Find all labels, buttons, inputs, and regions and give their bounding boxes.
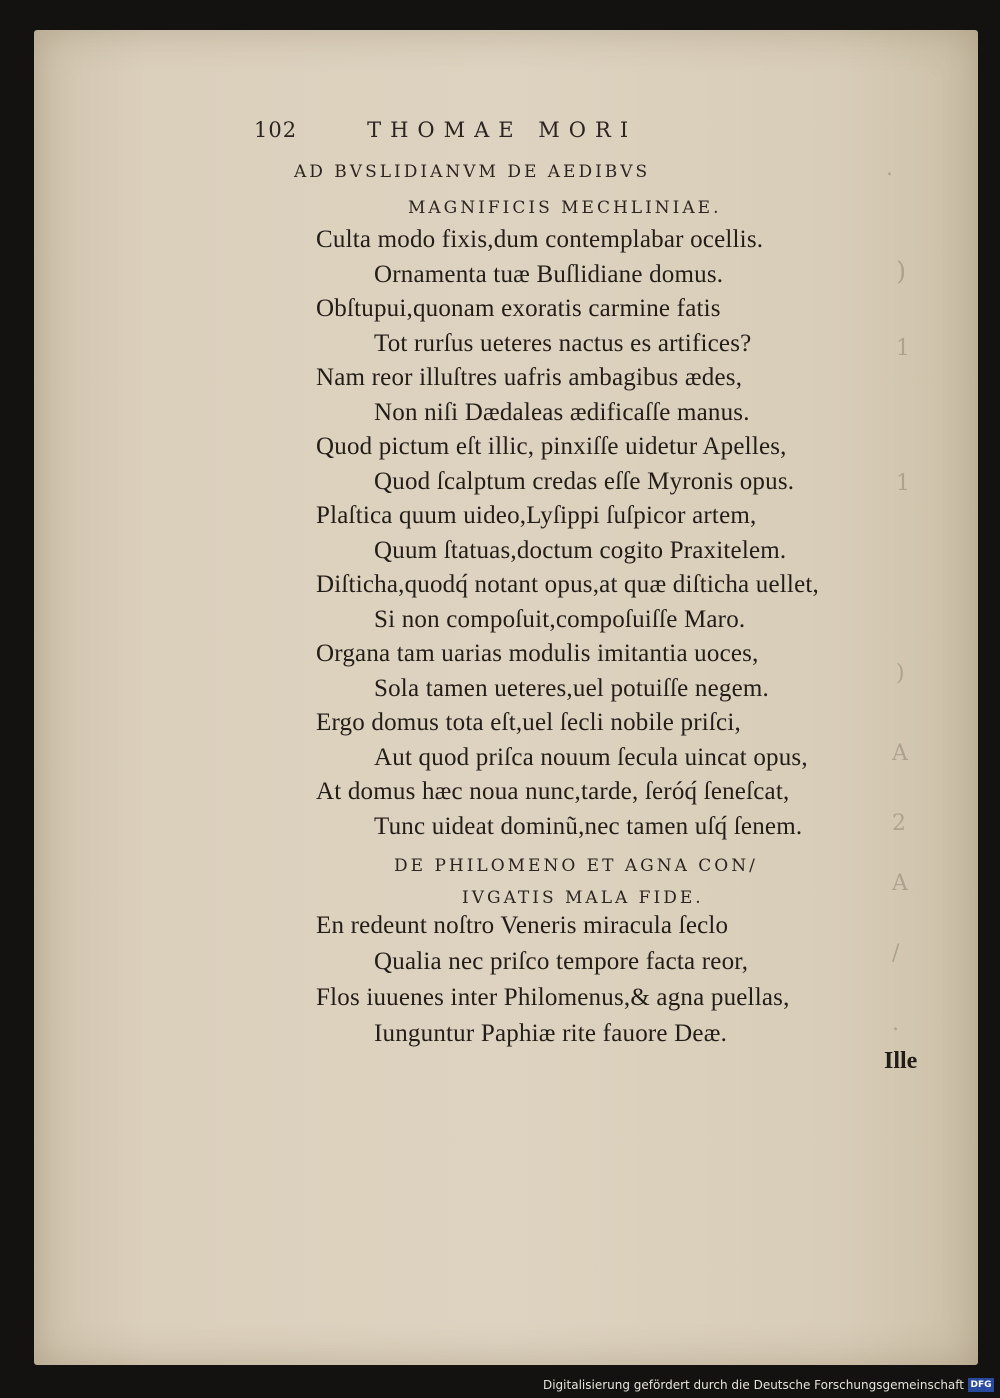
poem2-title-line2: IVGATIS MALA FIDE.	[462, 888, 704, 908]
poem1-line: Aut quod priſca nouum ſecula uincat opus,	[374, 743, 808, 771]
page-number: 102	[254, 118, 298, 142]
poem2-title-line1: DE PHILOMENO ET AGNA CON/	[394, 856, 758, 876]
svg-text:1: 1	[896, 471, 910, 496]
svg-text:): )	[896, 257, 907, 287]
poem1-line: Ornamenta tuæ Buſlidiane domus.	[374, 260, 724, 288]
poem1-line: Quod pictum eſt illic, pinxiſſe uidetur Apelles,	[316, 433, 787, 460]
poem1-line: At domus hæc noua nunc,tarde, ſeróq́ ſeneſcat,	[316, 778, 790, 805]
poem2-line: Flos iuuenes inter Philomenus,& agna puellas,	[316, 984, 790, 1011]
svg-text:1: 1	[896, 336, 910, 361]
poem2-line: Qualia nec priſco tempore facta reor,	[374, 948, 749, 975]
poem1-line: Tot rurſus ueteres nactus es artifices?	[374, 329, 752, 357]
poem1-line: Diſticha,quodq́ notant opus,at quæ diſticha uellet,	[316, 571, 819, 598]
poem1-line: Quod ſcalptum credas eſſe Myronis opus.	[374, 467, 795, 495]
poem1-line: Quum ſtatuas,doctum cogito Praxitelem.	[374, 536, 787, 564]
svg-text:): )	[896, 661, 905, 686]
svg-text:2: 2	[892, 811, 906, 836]
poem1-line: Non niſi Dædaleas ædificaſſe manus.	[374, 398, 750, 426]
catchword: Ille	[884, 1048, 918, 1074]
poem1-line: Si non compoſuit,compoſuiſſe Maro.	[374, 605, 746, 633]
dfg-logo: DFG	[968, 1378, 994, 1392]
svg-text:A: A	[892, 871, 908, 896]
footer-credit: Digitalisierung gefördert durch die Deutsche Forschungsgemeinschaft	[542, 1378, 964, 1392]
poem1-line: Sola tamen ueteres,uel potuiſſe negem.	[374, 674, 769, 702]
poem1-line: Tunc uideat dominũ,nec tamen uſq́ ſenem.	[374, 812, 803, 840]
poem1-title-line1: AD BVSLIDIANVM DE AEDIBVS	[294, 162, 651, 182]
poem1-title-line2: MAGNIFICIS MECHLINIAE.	[408, 198, 722, 218]
poem1-line: Obſtupui,quonam exoratis carmine fatis	[316, 295, 721, 322]
poem2-line: En redeunt noſtro Veneris miracula ſeclo	[316, 912, 729, 939]
svg-text:.: .	[892, 1011, 899, 1036]
poem1-line: Organa tam uarias modulis imitantia uoces,	[316, 640, 759, 667]
poem1-line: Culta modo fixis,dum contemplabar ocellis.	[316, 226, 764, 253]
svg-text:A: A	[892, 741, 908, 766]
poem1-line: Ergo domus tota eſt,uel ſecli nobile priſci,	[316, 709, 741, 736]
running-head	[254, 118, 794, 142]
footer-bar	[0, 1368, 1000, 1398]
svg-text:.: .	[886, 156, 893, 181]
svg-text:/: /	[892, 941, 900, 966]
running-head-title: THOMAE MORI	[367, 118, 638, 142]
poem2-line: Iunguntur Paphiæ rite fauore Deæ.	[374, 1020, 728, 1047]
book-page	[34, 30, 978, 1365]
poem1-line: Nam reor illuſtres uafris ambagibus ædes,	[316, 364, 743, 391]
poem1-line: Plaſtica quum uideo,Lyſippi ſuſpicor artem,	[316, 502, 757, 529]
